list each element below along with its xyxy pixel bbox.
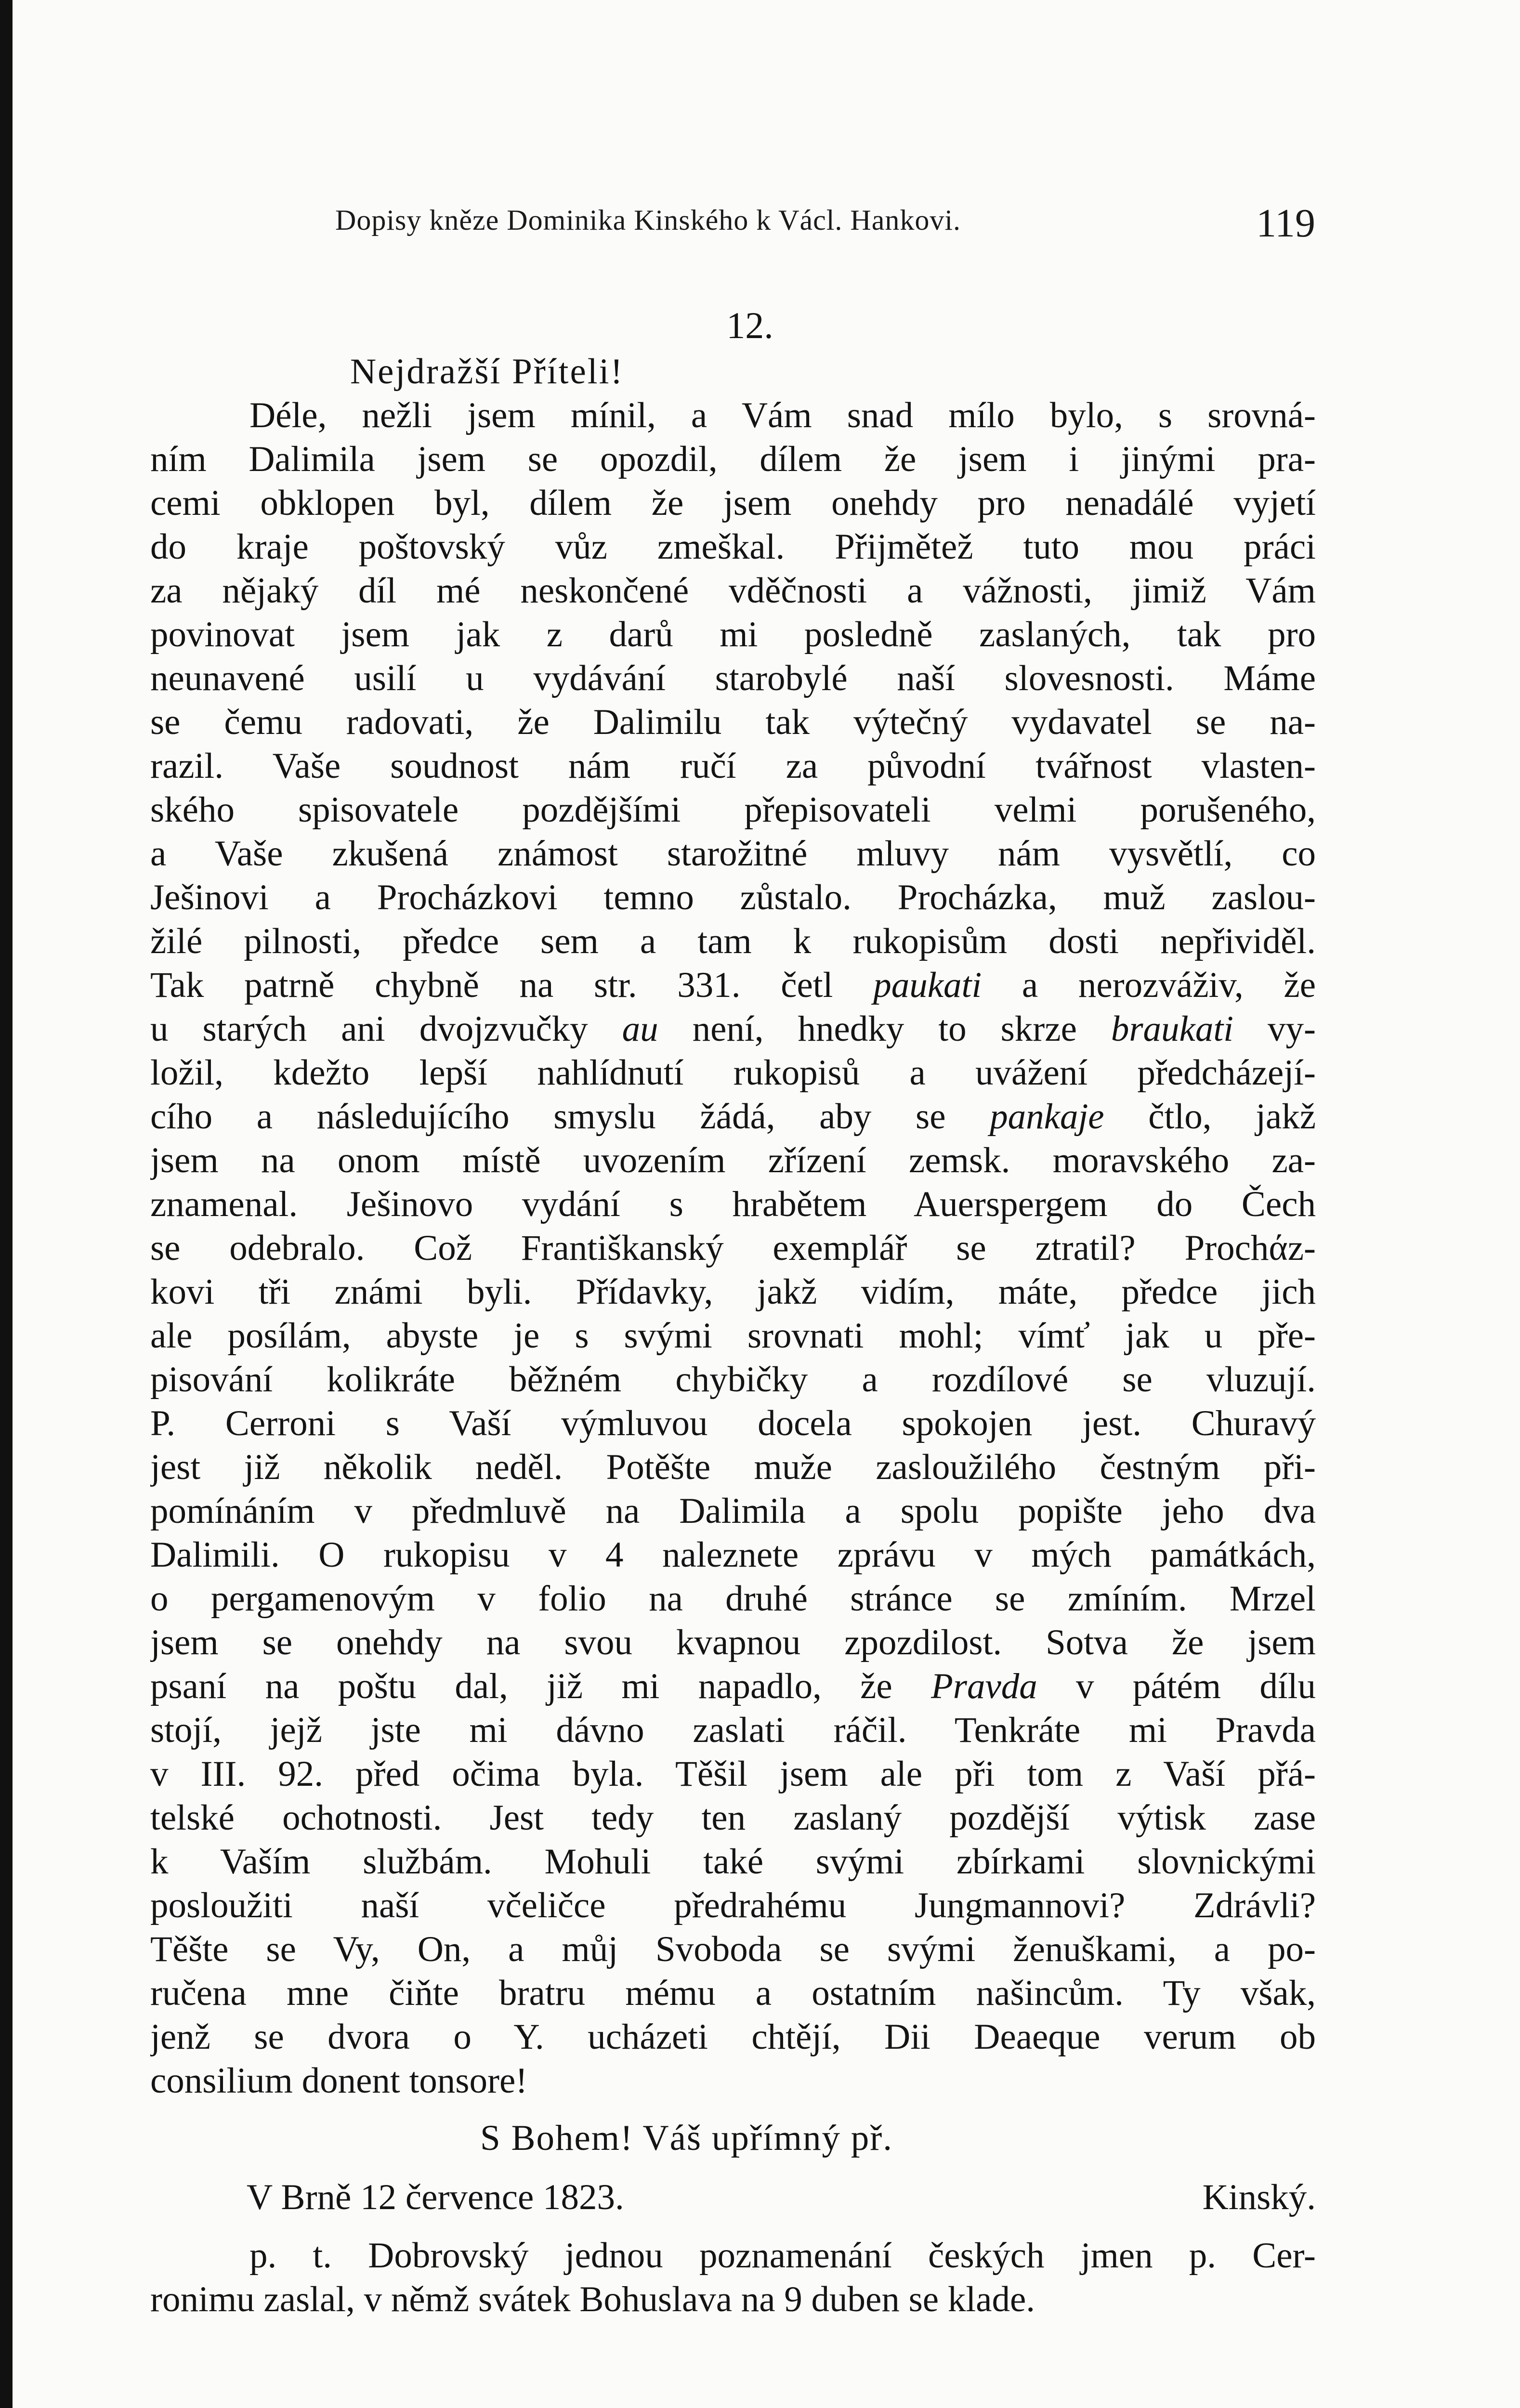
text-line: jsem se onehdy na svou kvapnou zpozdilost. Sotva že jsem bbox=[150, 1623, 1316, 1662]
text-line: Déle, nežli jsem mínil, a Vám snad mílo bylo, s srovná- bbox=[249, 395, 1316, 435]
running-title: Dopisy kněze Dominika Kinského k Václ. Hankovi. bbox=[335, 204, 961, 236]
text-segment: vy- bbox=[1233, 1009, 1316, 1049]
text-line: se odebralo. Což Františkanský exemplář se ztratil? Prochάz- bbox=[150, 1228, 1316, 1268]
text-line bbox=[150, 1664, 1316, 1708]
text-line: p. t. Dobrovský jednou poznamenání českých jmen p. Cer- bbox=[249, 2236, 1316, 2276]
text-line: ského spisovatele pozdějšími přepisovateli velmi porušeného, bbox=[150, 790, 1316, 830]
text-line: P. Cerroni s Vaší výmluvou docela spokojen jest. Churavý bbox=[150, 1403, 1316, 1443]
text-line: k Vaším službám. Mohuli také svými zbírkami slovnickými bbox=[150, 1842, 1316, 1882]
text-line: za nějaký díl mé neskončené vděčnosti a vážnosti, jimiž Vám bbox=[150, 571, 1316, 611]
text-line bbox=[150, 1095, 1316, 1139]
text-segment: psaní na poštu dal, již mi napadlo, že bbox=[150, 1666, 931, 1706]
letter bbox=[150, 303, 1316, 2321]
postscript bbox=[150, 2234, 1316, 2321]
text-line: pisování kolikráte běžném chybičky a rozdílové se vluzují. bbox=[150, 1360, 1316, 1400]
text-line: ručena mne čiňte bratru mému a ostatním našincům. Ty však, bbox=[150, 1973, 1316, 2013]
salutation: Nejdražší Příteli! bbox=[350, 352, 624, 392]
text-line: jsem na onom místě uvozením zřízení zemsk. moravského za- bbox=[150, 1140, 1316, 1180]
letter-body bbox=[150, 393, 1316, 2103]
text-line: do kraje poštovský vůz zmeškal. Přijmětež tuto mou práci bbox=[150, 527, 1316, 567]
text-line: kovi tři známi byli. Přídavky, jakž vidím, máte, předce jich bbox=[150, 1272, 1316, 1312]
scan-edge bbox=[0, 0, 13, 2408]
text-line: Dalimili. O rukopisu v 4 naleznete zprávu v mých památkách, bbox=[150, 1535, 1316, 1575]
text-line: jest již několik neděl. Potěšte muže zasloužilého čestným při- bbox=[150, 1447, 1316, 1487]
letter-number: 12. bbox=[726, 304, 773, 346]
text-segment: v pátém dílu bbox=[1037, 1666, 1316, 1706]
text-line: ložil, kdežto lepší nahlídnutí rukopisů a uvážení předcházejí- bbox=[150, 1053, 1316, 1093]
text-line: Těšte se Vy, On, a můj Svoboda se svými ženuškami, a po- bbox=[150, 1929, 1316, 1969]
page-number: 119 bbox=[1256, 201, 1315, 246]
text-segment: cího a následujícího smyslu žádá, aby se bbox=[150, 1097, 990, 1137]
signature: Kinský. bbox=[1202, 2177, 1316, 2217]
text-line: stojí, jejž jste mi dávno zaslati ráčil. Tenkráte mi Pravda bbox=[150, 1710, 1316, 1750]
text-segment: není, hnedky to skrze bbox=[658, 1009, 1111, 1049]
text-line: se čemu radovati, že Dalimilu tak výtečný vydavatel se na- bbox=[150, 702, 1316, 742]
text-line: ním Dalimila jsem se opozdil, dílem že jsem i jinými pra- bbox=[150, 439, 1316, 479]
text-line: žilé pilnosti, předce sem a tam k rukopisům dosti nepřividěl. bbox=[150, 921, 1316, 961]
text-line: ronimu zaslal, v němž svátek Bohuslava na 9 duben se klade. bbox=[150, 2279, 1035, 2319]
text-line: posloužiti naší včeličce předrahému Jungmannovi? Zdrávli? bbox=[150, 1885, 1316, 1925]
text-segment: u starých ani dvojzvučky bbox=[150, 1009, 622, 1049]
italic-word: braukati bbox=[1111, 1009, 1234, 1049]
dateline bbox=[150, 2175, 1316, 2219]
closing-formula: S Bohem! Váš upřímný př. bbox=[480, 2118, 893, 2158]
text-line: consilium donent tonsore! bbox=[150, 2061, 528, 2101]
text-line: znamenal. Ješinovo vydání s hrabětem Auerspergem do Čech bbox=[150, 1184, 1316, 1224]
text-segment: Tak patrně chybně na str. 331. četl bbox=[150, 965, 874, 1005]
text-line: razil. Vaše soudnost nám ručí za původní tvářnost vlasten- bbox=[150, 746, 1316, 786]
text-segment: a nerozváživ, že bbox=[982, 965, 1316, 1005]
text-line: a Vaše zkušená známost starožitné mluvy nám vysvětlí, co bbox=[150, 834, 1316, 874]
place-date: V Brně 12 července 1823. bbox=[247, 2177, 624, 2217]
text-segment: čtlo, jakž bbox=[1104, 1097, 1316, 1137]
text-line: jenž se dvora o Y. ucházeti chtějí, Dii Deaeque verum ob bbox=[150, 2017, 1316, 2057]
text-line bbox=[150, 1007, 1316, 1051]
text-line: o pergamenovým v folio na druhé stránce se zmíním. Mrzel bbox=[150, 1579, 1316, 1619]
text-line: telské ochotnosti. Jest tedy ten zaslaný pozdější výtisk zase bbox=[150, 1798, 1316, 1838]
text-line: povinovat jsem jak z darů mi posledně zaslaných, tak pro bbox=[150, 615, 1316, 654]
text-line: cemi obklopen byl, dílem že jsem onehdy pro nenadálé vyjetí bbox=[150, 483, 1316, 523]
italic-word: pankaje bbox=[990, 1097, 1104, 1137]
italic-word: Pravda bbox=[930, 1666, 1037, 1706]
text-line: neunavené usilí u vydávání starobylé naší slovesnosti. Máme bbox=[150, 658, 1316, 698]
text-line: v III. 92. před očima byla. Těšil jsem ale při tom z Vaší přá- bbox=[150, 1754, 1316, 1794]
text-line bbox=[150, 963, 1316, 1007]
text-line: pomínáním v předmluvě na Dalimila a spolu popište jeho dva bbox=[150, 1491, 1316, 1531]
italic-word: au bbox=[622, 1009, 658, 1049]
text-line: ale posílám, abyste je s svými srovnati mohl; vímť jak u pře- bbox=[150, 1316, 1316, 1356]
book-page bbox=[13, 0, 1520, 2408]
italic-word: paukati bbox=[873, 965, 982, 1005]
text-line: Ješinovi a Procházkovi temno zůstalo. Procházka, muž zaslou- bbox=[150, 877, 1316, 917]
